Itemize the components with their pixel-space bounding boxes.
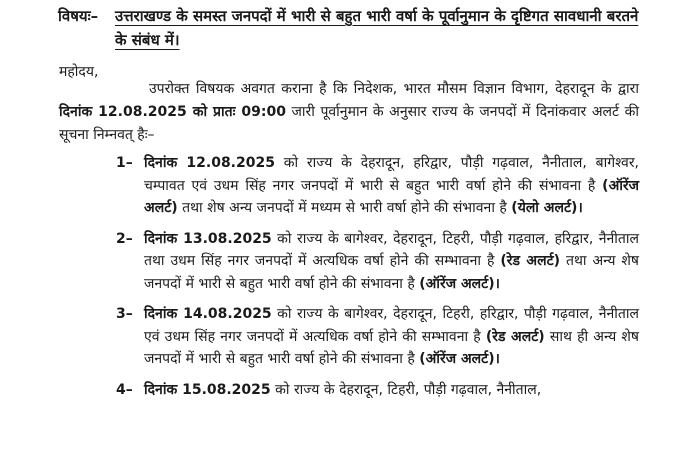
item-text [144,303,639,371]
intro-paragraph [59,78,639,147]
subject-label: विषयः– [58,7,99,25]
item-alert-2: (येलो अलर्ट)। [511,200,583,216]
salutation: महोदय, [59,64,99,80]
item-date: दिनांक 12.08.2025 [144,155,275,171]
item-text [144,152,639,220]
item-date: दिनांक 13.08.2025 [144,230,272,247]
list-item [0,303,689,371]
intro-text-1: उपरोक्त विषयक अवगत कराना है कि निदेशक, भारत मौसम विज्ञान विभाग, देहरादून के द्वारा [149,81,639,97]
intro-date-time: दिनांक 12.08.2025 को प्रातः 09:00 [59,104,286,120]
item-date: दिनांक 14.08.2025 [144,306,272,322]
item-body-1: को राज्य के देहरादून, हरिद्वार, पौड़ी गढ़वाल, नैनीताल, बागेश्वर, चम्पावत एवं उधम सिंह नगर जनपदों में भारी से बहुत भारी वर्षा होने की संभावना है [144,155,640,194]
item-body-1: को राज्य के बागेश्वर, देहरादून, टिहरी, पौड़ी गढ़वाल, हरिद्वार, नैनीताल तथा उधम सिंह नगर जनपदों में अत्यधिक वर्षा होने की सम्भावना है [144,230,640,269]
alert-list [0,152,689,409]
item-body-1: को राज्य के बागेश्वर, देहरादून, टिहरी, हरिद्वार, पौड़ी गढ़वाल, नैनीताल एवं उधम सिंह नगर जनपदों में अत्यधिक वर्षा होने की सम्भावना है [144,306,640,345]
subject-text: उत्तराखण्ड के समस्त जनपदों में भारी से बहुत भारी वर्षा के पूर्वानुमान के दृष्टिगत सावधानी बरतने के संबंध में। [115,7,639,49]
item-date: दिनांक 15.08.2025 [144,381,271,398]
item-body-1: को राज्य के देहरादून, टिहरी, पौड़ी गढ़वाल, नैनीताल, [275,381,542,398]
list-item [0,152,689,220]
item-alert-2: (ऑरेंज अलर्ट)। [419,351,500,367]
list-item [0,379,689,402]
item-alert-1: (ऑरेंज अलर्ट) [144,177,640,216]
item-number: 4– [116,381,133,398]
item-body-2: साथ ही अन्य शेष जनपदों में भारी से बहुत भारी वर्षा होने की संभावना है [144,328,640,367]
intro-text-2: जारी पूर्वानुमान के अनुसार राज्य के जनपदों में दिनांकवार अलर्ट की सूचना निम्नवत् हैः– [59,104,639,143]
item-alert-1: (रेड अलर्ट) [500,253,561,269]
item-alert-2: (ऑरेंज अलर्ट)। [419,275,500,292]
item-number: 1– [116,155,133,171]
item-text [144,228,639,296]
item-body-2: तथा अन्य शेष जनपदों में भारी से बहुत भारी वर्षा होने की संभावना है [144,253,639,292]
item-alert-1: (रेड अलर्ट) [485,328,545,345]
item-body-2: तथा शेष अन्य जनपदों में मध्यम से भारी वर्षा होने की संभावना है [182,200,507,216]
item-number: 3– [116,306,133,322]
item-number: 2– [116,230,133,247]
item-text [144,379,639,402]
list-item [0,228,689,296]
